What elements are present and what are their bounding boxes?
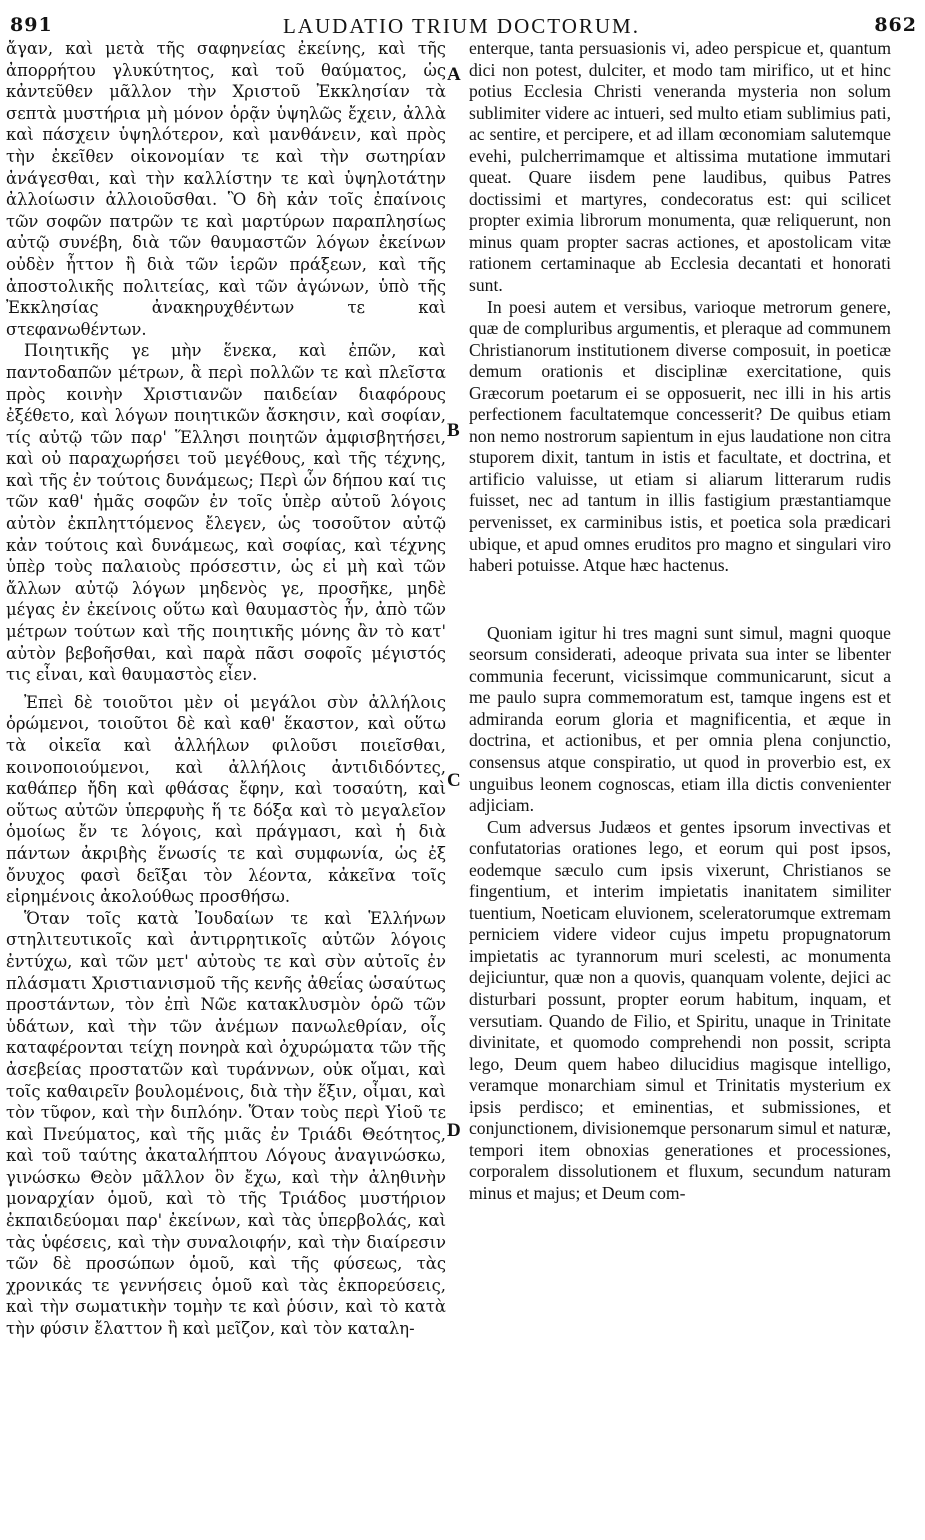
- page-number-left: 891: [10, 14, 53, 36]
- running-title: LAUDATIO TRIUM DOCTORUM.: [283, 14, 640, 38]
- latin-paragraph-3: Quoniam igitur hi tres magni sunt simul, magni quoque seorsum considerati, adeoque privata sua inter se libenter communia fecerunt, vicissimque communicarunt, sicut a me paulo supra commemoratum est, tamque ingens est et admiranda eorum gloria et magnificentia, et æque in doctrina, et actionibus, et per omnia plena conjunctio, consensus atque conspiratio, ut quod in proverbio est, ex unguibus leonem cognoscas, etiam illa dictis convenienter adjiciam.: [469, 622, 891, 816]
- latin-column: [469, 38, 891, 1540]
- latin-paragraph-4: Cum adversus Judæos et gentes ipsorum invectivas et confutatorias orationes lego, et eorum qui post ipsos, eodemque sæculo cum ipsis vixerunt, Christianos se fingentium, et interim impietatis inanitatem similiter tuentium, Noeticam eluvionem, sceleratorumque extremam perniciem videre videor cujus impetu propugnatorum impietatis ac tyrannorum muri scelesti, ac monumenta dejiciuntur, quæ non a quovis, quanquam volente, dejici ac disturbari possunt, propter eorum habitum, inquam, et versutiam. Quando de Filio, et Spiritu, unaque in Trinitate divinitate, et quomodo comprehendi non possit, scripta lego, Deum quem habeo dilucidius magisque intelligo, veramque monarchiam simul et Trinitatis mysterium ex ipsis perdisco; et eminentias, et submissiones, et conjunctionem, divisionemque personarum simul et naturæ, tempori item obnoxias generationes et processiones, corporalem dissolutionem et fluxum, secundum naturam minus et majus; et Deum com-: [469, 816, 891, 1203]
- greek-column: [6, 38, 446, 1540]
- latin-paragraph-1: enterque, tanta persuasionis vi, adeo perspicue et, quantum dici non potest, dulciter, et modo tam mirifico, ut et hinc potius Ecclesia Christi veneranda mysteria non solum sublimiter videre ac intueri, sed multo etiam sublimius pati, ac sentire, et percipere, et ad illam œconomiam salutemque evehi, pulcherrimamque et altissima mutatione immutari queat. Quare iisdem pene laudibus, quibus Patres doctissimi et martyres, condecoratus est: qui scilicet propter eximia librorum monumenta, quæ reliquerunt, non minus quam propter sacras actiones, et apostolicam vitæ rationem certaminaque ab Ecclesia decantati et honorati sunt.: [469, 38, 891, 296]
- margin-marker-d: D: [447, 1120, 461, 1141]
- margin-marker-a: A: [447, 64, 461, 85]
- greek-paragraph-2: Ποιητικῆς γε μὴν ἕνεκα, καὶ ἐπῶν, καὶ παντοδαπῶν μέτρων, ἃ περὶ πολλῶν τε καὶ πλεῖστα πρὸς κοινὴν Χριστιανῶν παιδείαν διαφόρους ἐξέθετο, καὶ λόγων ποιητικῶν ἄσκησιν, καὶ σοφίαν, τίς αὐτῷ τῶν παρ' Ἕλλησι ποιητῶν ἀμφισβητήσει, καὶ οὐ παραχωρήσει τοῦ μεγέθους, καὶ τῆς τέχνης, καὶ τῆς ἐν τούτοις δυνάμεως; Περὶ ὧν δήπου καί τις τῶν καθ' ἡμᾶς σοφῶν ἐν τοῖς ὑπὲρ αὐτοῦ λόγοις αὐτὸν ἐκπληττόμενος ἔλεγεν, ὡς τοσοῦτον αὐτῷ κἀν τούτοις καὶ δυνάμεως, καὶ σοφίας, καὶ τέχνης ὑπὲρ τοὺς παλαιοὺς πρόσεστιν, ὡς εἰ μὴ καὶ τῶν ἄλλων αὐτῷ λόγων μηδενὸς γε, προσῆκε, μηδὲ μέγας ἐν ἐκείνοις οὕτω καὶ θαυμαστὸς ἦν, ἀπὸ τῶν μέτρων τούτων καὶ τῆς ποιητικῆς μόνης ἂν τὸ κατ' αὐτὸν βεβοῆσθαι, καὶ παρὰ πᾶσι σοφοῖς μέγιστός τις εἶναι, καὶ θαυμαστὸς εἶεν.: [6, 341, 446, 685]
- margin-marker-b: B: [447, 420, 460, 441]
- page-number-right: 862: [874, 14, 917, 36]
- margin-marker-c: C: [447, 770, 461, 791]
- greek-paragraph-1: ἄγαν, καὶ μετὰ τῆς σαφηνείας ἐκείνης, καὶ τῆς ἀπορρήτου γλυκύτητος, καὶ τοῦ θαύματος, ὡς κἀντεῦθεν μᾶλλον τὴν Χριστοῦ Ἐκκλησίαν τὰ σεπτὰ μυστήρια μὴ μόνον ὁρᾷν ὑψηλῶς ἔχειν, ἀλλὰ καὶ πάσχειν ὑψηλότερον, καὶ μανθάνειν, καὶ πρὸς τὴν ἐκεῖθεν οἰκονομίαν τε καὶ τὴν σωτηρίαν ἀνάγεσθαι, καὶ τὴν καλλίστην τε καὶ ὑψηλοτάτην ἀλλοίωσιν ἀλλοιοῦσθαι. Ὃ δὴ κἀν τοῖς ἐπαίνοις τῶν σοφῶν πατρῶν τε καὶ μαρτύρων παραπλησίως αὐτῷ συνέβη, διὰ τῶν θαυμαστῶν λόγων ἐκείνων οὐδὲν ἧττον ἢ διὰ τῶν ἱερῶν πράξεων, καὶ τῆς ἀποστολικῆς πολιτείας, καὶ τῶν ἀγώνων, ὑπὸ τῆς Ἐκκλησίας ἀνακηρυχθέντων τε καὶ στεφανωθέντων.: [6, 39, 446, 339]
- greek-paragraph-3: Ἐπεὶ δὲ τοιοῦτοι μὲν οἱ μεγάλοι σὺν ἀλλήλοις ὁρώμενοι, τοιοῦτοι δὲ καὶ καθ' ἕκαστον, καὶ οὕτω τὰ οἰκεῖα καὶ ἀλλήλων φιλοῦσι ποιεῖσθαι, κοινοποιούμενοι, καὶ ἀλλήλοις ἀντιδιδόντες, καθάπερ ἤδη καὶ φθάσας ἔφην, καὶ τοσαύτη, καὶ οὕτως αὐτῶν ὑπερφυὴς ἥ τε δόξα καὶ τὸ μεγαλεῖον ὁμοίως ἔν τε λόγοις, καὶ πράγμασι, καὶ ἡ διὰ πάντων ἀκριβὴς ἕνωσίς τε καὶ συμφωνία, ὡς ἐξ ὄνυχος φασὶ δεῖξαι τὸν λέοντα, κἀκεῖνα τοῖς εἰρημένοις ἀκολούθως προσθήσω.: [6, 692, 446, 907]
- greek-paragraph-4: Ὅταν τοῖς κατὰ Ἰουδαίων τε καὶ Ἑλλήνων στηλιτευτικοῖς καὶ ἀντιρρητικοῖς αὐτῶν λόγοις ἐντύχω, καὶ τῶν μετ' αὐτοὺς τε καὶ σὺν αὐτοῖς ἐν πλάσματι Χριστιανισμοῦ τῆς κενῆς ἀθεΐας ὡσαύτως προστάντων, τὸν ἐπὶ Νῶε κατακλυσμὸν ὁρῶ τῶν ὑδάτων, καὶ τὴν τῶν ἀνέμων πανωλεθρίαν, οἷς καταφέρονται τείχη πονηρὰ καὶ ὀχυρώματα τῶν τῆς ἀσεβείας προστατῶν καὶ τυράννων, οὐκ οἴμαι, καὶ τοῖς καθαιρεῖν βουλομένοις, διὰ τὴν ἕξιν, οἶμαι, καὶ τὸν τῦφον, καὶ τὴν διπλόην. Ὅταν τοὺς περὶ Υἱοῦ τε καὶ Πνεύματος, καὶ τῆς μιᾶς ἐν Τριάδι Θεότητος, καὶ τοῦ ταύτης ἀκαταλήπτου Λόγους ἀναγινώσκω, γινώσκω Θεὸν μᾶλλον ὃν ἔχω, καὶ τὴν ἀληθινὴν μοναρχίαν ὁμοῦ, καὶ τὸ τῆς Τριάδος μυστήριον ἐκπαιδεύομαι παρ' ἐκείνων, καὶ τὰς ὑπερβολάς, καὶ τὰς ὑφέσεις, καὶ τὴν συναλοιφήν, καὶ τὴν διαίρεσιν τῶν δὲ προσώπων ὁμοῦ, καὶ τῆς φύσεως, τὰς χρονικάς τε γεννήσεις ὁμοῦ καὶ τὰς ἐκπορεύσεις, καὶ τὴν σωματικὴν τομὴν τε καὶ ῥύσιν, καὶ τὸ κατὰ τὴν φύσιν ἔλαττον ἢ καὶ μεῖζον, καὶ τὸν καταλη-: [6, 908, 446, 1339]
- latin-paragraph-2: In poesi autem et versibus, varioque metrorum genere, quæ de compluribus argumentis, et pleraque ad communem Christianorum institutionem diverse composuit, in poeticæ demum orationis et disciplinæ exercitatione, quis Græcorum poetarum ei se opposuerit, nec illi in his artis perfectionem facultatemque concesserit? De quibus etiam non nemo nostrorum sapientum in ejus laudatione non citra stuporem dixit, tantum in istis et facultate, et doctrina, et artificio valuisse, ut etiam si aliarum litterarum rudis fuisset, nec ad tantum in illis fastigium præstantiamque pervenisset, ex carminibus istis, et poetica sola prædicari ubique, et apud omnes eruditos pro magno et singulari viro haberi potuisse. Atque hæc hactenus.: [469, 296, 891, 576]
